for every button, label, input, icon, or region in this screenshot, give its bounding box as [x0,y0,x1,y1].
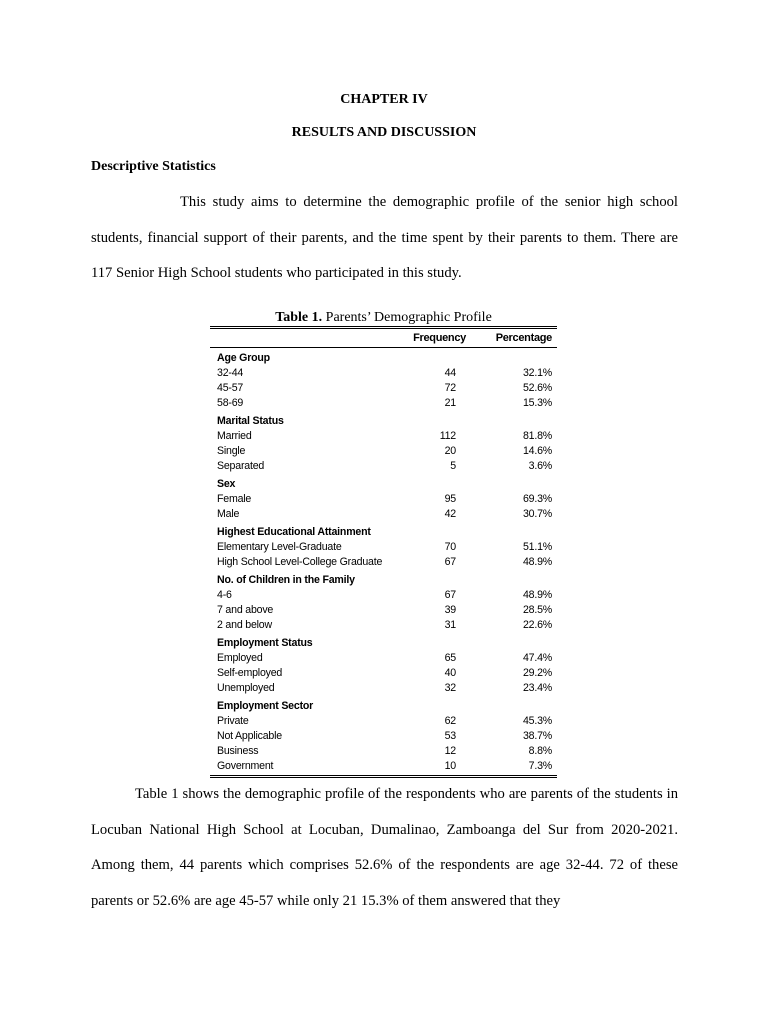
table-caption [210,309,557,326]
row-label: Private [217,715,249,727]
row-label: High School Level-College Graduate [217,556,383,568]
table-row [217,666,557,681]
row-label: 4-6 [217,589,232,601]
table-caption-text: Parents’ Demographic Profile [325,310,492,325]
row-frequency: 31 [444,619,456,631]
row-frequency: 67 [444,556,456,568]
table-row [217,744,557,759]
chapter-title: RESULTS AND DISCUSSION [291,125,477,140]
row-percentage: 69.3% [522,493,552,505]
row-percentage: 52.6% [522,382,552,394]
table-group-title: Employment Sector [217,700,314,712]
row-label: Employed [217,652,263,664]
row-frequency: 70 [444,541,456,553]
table-label: Table 1. [275,310,323,325]
row-frequency: 5 [450,460,456,472]
row-frequency: 20 [444,445,456,457]
row-label: Male [217,508,240,520]
row-percentage: 23.4% [522,682,552,694]
table-row [217,540,557,555]
table-row [217,444,557,459]
row-percentage: 51.1% [522,541,552,553]
row-label: 58-69 [217,397,244,409]
row-label: 2 and below [217,619,272,631]
row-frequency: 112 [439,430,456,442]
header-percentage: Percentage [495,332,552,344]
row-frequency: 65 [444,652,456,664]
demographic-table [210,309,557,778]
row-percentage: 15.3% [522,397,552,409]
row-frequency: 40 [444,667,456,679]
intro-paragraph: This study aims to determine the demographic profile of the senior high school students, financial support of their parents, and the time spent by their parents to them. There are 117 Senior High School students who participated in this study. [91,194,678,281]
table-row [217,381,557,396]
row-frequency: 42 [444,508,456,520]
row-frequency: 67 [444,589,456,601]
row-label: Elementary Level-Graduate [217,541,342,553]
table-row [217,396,557,411]
row-frequency: 32 [444,682,456,694]
row-percentage: 38.7% [522,730,552,742]
row-frequency: 10 [444,760,456,772]
row-percentage: 32.1% [522,367,552,379]
table-row [217,603,557,618]
row-frequency: 21 [444,397,456,409]
row-percentage: 45.3% [522,715,552,727]
row-frequency: 39 [444,604,456,616]
table-group-title: Employment Status [217,637,313,649]
row-frequency: 95 [444,493,456,505]
row-label: Single [217,445,246,457]
row-percentage: 81.8% [522,430,552,442]
row-frequency: 72 [444,382,456,394]
row-percentage: 3.6% [528,460,552,472]
table-group-title: Sex [217,478,236,490]
table-row [217,729,557,744]
table-row [217,366,557,381]
section-heading: Descriptive Statistics [91,159,216,174]
row-frequency: 62 [444,715,456,727]
table-group-title: Age Group [217,352,270,364]
row-label: Separated [217,460,265,472]
table-group-title: Highest Educational Attainment [217,526,371,538]
table-row [217,492,557,507]
table-row [217,651,557,666]
row-percentage: 14.6% [522,445,552,457]
row-percentage: 29.2% [522,667,552,679]
row-label: Self-employed [217,667,283,679]
row-label: Business [217,745,259,757]
row-percentage: 22.6% [522,619,552,631]
table-row [217,459,557,474]
row-frequency: 53 [444,730,456,742]
row-percentage: 28.5% [522,604,552,616]
table-row [217,588,557,603]
table-group-title: No. of Children in the Family [217,574,355,586]
discussion-paragraph: Table 1 shows the demographic profile of the respondents who are parents of the students in Locuban National High School at Locuban, Dumalinao, Zamboanga del Sur from 2020-2021. Among them, 44 parents which comprises 52.6% of the respondents are age 32-44. 72 of these parents or 52.6% are age 45-57 while only 21 15.3% of them answered that they [91,786,678,909]
table-body [210,348,557,774]
table-row [217,714,557,729]
table-row [217,555,557,570]
header-frequency: Frequency [413,332,466,344]
row-label: 7 and above [217,604,274,616]
row-percentage: 8.8% [528,745,552,757]
table-row [217,429,557,444]
table-row [217,759,557,774]
row-frequency: 12 [444,745,456,757]
chapter-heading: CHAPTER IV [340,92,428,107]
table-row [217,507,557,522]
table-group-title: Marital Status [217,415,284,427]
row-label: Government [217,760,274,772]
row-percentage: 48.9% [522,556,552,568]
table-row [217,681,557,696]
row-label: Married [217,430,252,442]
row-percentage: 47.4% [522,652,552,664]
row-label: Unemployed [217,682,275,694]
row-label: 45-57 [217,382,244,394]
row-label: Female [217,493,252,505]
row-label: 32-44 [217,367,244,379]
row-percentage: 48.9% [522,589,552,601]
row-percentage: 7.3% [528,760,552,772]
table-row [217,618,557,633]
row-label: Not Applicable [217,730,282,742]
row-frequency: 44 [444,367,456,379]
row-percentage: 30.7% [522,508,552,520]
table-header-row [210,329,557,348]
